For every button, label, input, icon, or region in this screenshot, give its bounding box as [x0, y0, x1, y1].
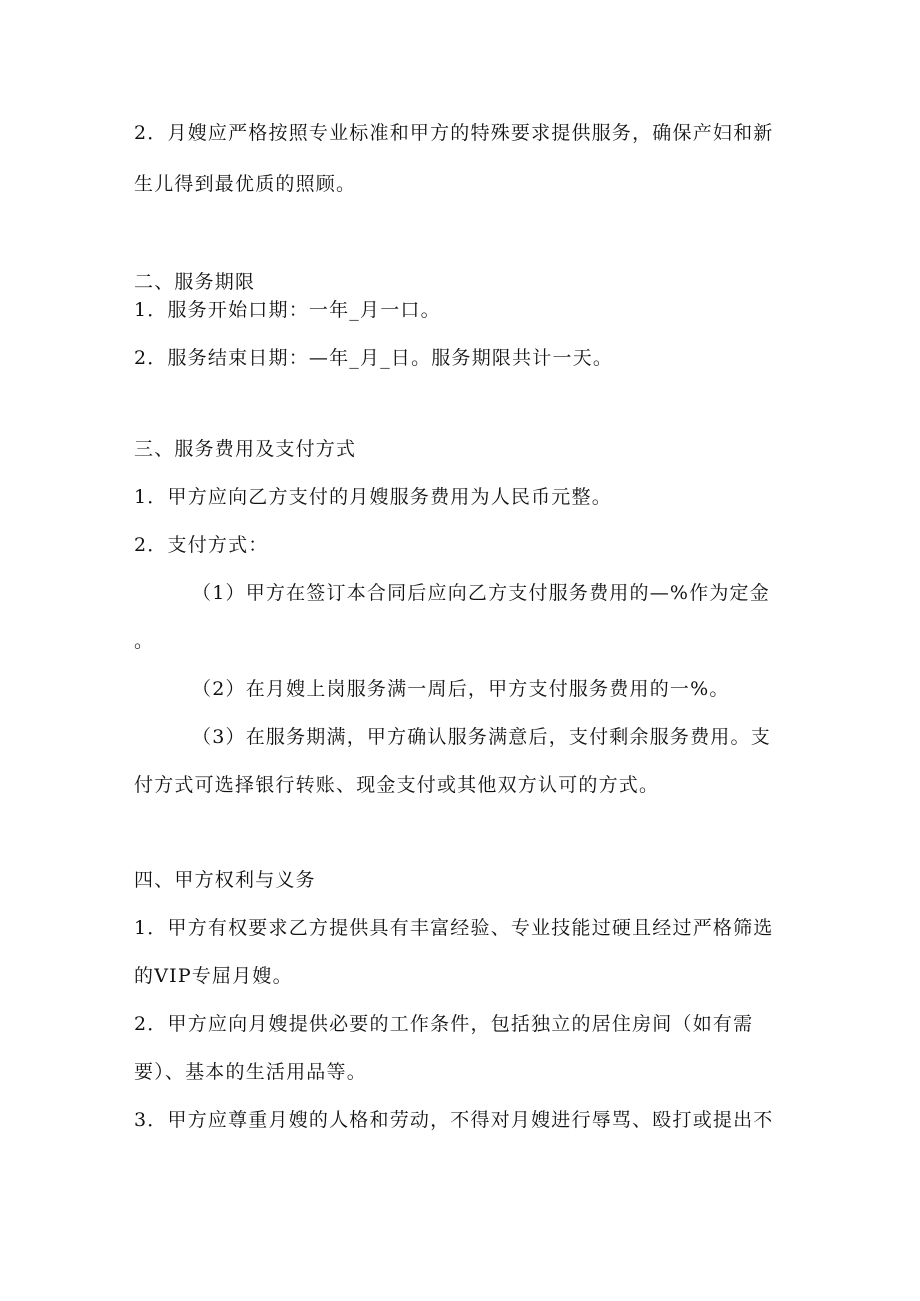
- section-4-item-3-line-1: 3．甲方应尊重月嫂的人格和劳动，不得对月嫂进行辱骂、殴打或提出不: [134, 1109, 774, 1131]
- section-2-item-2: 2．服务结束日期：—年_月_日。服务期限共计一天。: [134, 347, 614, 369]
- section-3-sub-3-line-2: 付方式可选择银行转账、现金支付或其他双方认可的方式。: [134, 774, 660, 796]
- section-3-sub-3-line-1: （3）在服务期满，甲方确认服务满意后，支付剩余服务费用。支: [192, 726, 771, 748]
- clause-1-item-2-line-2: 生儿得到最优质的照顾。: [134, 173, 357, 195]
- section-3-sub-1-line-2: 。: [134, 630, 155, 652]
- section-4-item-1-line-1: 1．甲方有权要求乙方提供具有丰富经验、专业技能过硬且经过严格筛选: [134, 917, 774, 939]
- section-3-sub-1-line-1: （1）甲方在签订本合同后应向乙方支付服务费用的—%作为定金: [192, 582, 770, 604]
- section-3-item-2: 2．支付方式：: [134, 534, 269, 556]
- section-3-sub-2: （2）在月嫂上岗服务满一周后，甲方支付服务费用的一%。: [192, 678, 730, 700]
- section-4-item-1-line-2: 的VIP专屈月嫂。: [134, 965, 293, 987]
- section-2-heading: 二、服务期限: [134, 271, 256, 293]
- section-4-item-2-line-1: 2．甲方应向月嫂提供必要的工作条件，包括独立的居住房间（如有需: [134, 1013, 754, 1035]
- clause-1-item-2-line-1: 2．月嫂应严格按照专业标准和甲方的特殊要求提供服务，确保产妇和新: [134, 122, 774, 144]
- section-4-item-2-line-2: 要）、基本的生活用品等。: [134, 1061, 367, 1083]
- section-3-heading: 三、服务费用及支付方式: [134, 438, 357, 460]
- section-3-item-1: 1．甲方应向乙方支付的月嫂服务费用为人民币元整。: [134, 486, 612, 508]
- section-4-heading: 四、甲方权利与义务: [134, 869, 316, 891]
- section-2-item-1: 1．服务开始口期：一年_月一口。: [134, 299, 441, 321]
